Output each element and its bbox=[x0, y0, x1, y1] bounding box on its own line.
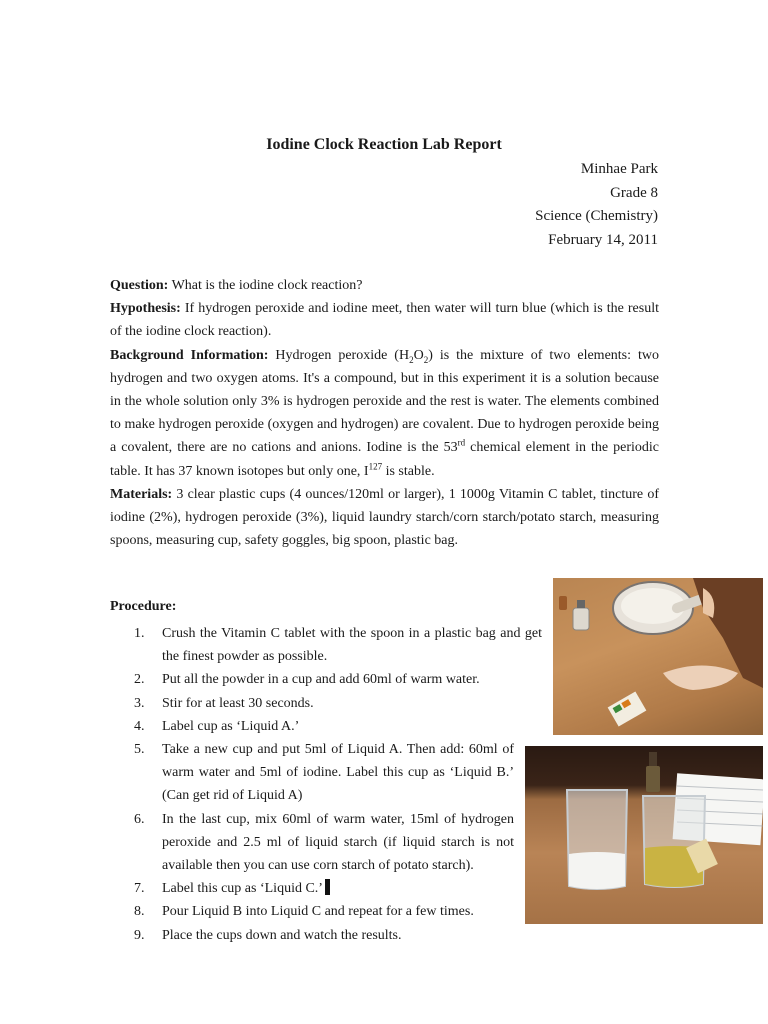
photo-crushing-tablet-illustration bbox=[553, 578, 763, 735]
list-item: 2. Put all the powder in a cup and add 60ml of warm water. bbox=[134, 672, 480, 688]
superscript-127: 127 bbox=[368, 460, 383, 471]
subscript-2b: 2 bbox=[423, 354, 429, 365]
background-text-c: ) is the mixture of two elements: two hydrogen and two oxygen atoms. It's a compound, but in this experiment it is a solution because in the whole solution only 3% is hydrogen peroxide and the rest is water. The elements combined to make hydrogen peroxide (oxygen and hydrogen) are covalent. Due to hydrogen peroxide being a covalent, there are no cations and anions. Iodine is the 53 bbox=[110, 347, 659, 456]
author-subject: Science (Chemistry) bbox=[535, 208, 658, 224]
report-date: February 14, 2011 bbox=[548, 231, 658, 248]
list-item: 4. Label cup as ‘Liquid A.’ bbox=[134, 718, 300, 734]
materials-paragraph bbox=[110, 483, 659, 553]
author-name: Minhae Park bbox=[580, 161, 658, 177]
list-item: 5. Take a new cup and put 5ml of Liquid A. Then add: 60ml of warm water and 5ml of iodine. Label this cup as ‘Liquid B.’ (Can get rid of Liquid A) bbox=[134, 742, 514, 804]
question-text: What is the iodine clock reaction? bbox=[168, 278, 363, 293]
procedure-heading: Procedure: bbox=[110, 599, 177, 614]
photo-beakers bbox=[525, 746, 763, 924]
list-item: 7. Label this cup as ‘Liquid C.’ bbox=[110, 877, 542, 900]
background-label: Background Information: bbox=[110, 347, 269, 363]
background-text-b: O bbox=[413, 347, 424, 363]
report-body bbox=[110, 274, 659, 552]
subscript-2a: 2 bbox=[409, 354, 414, 365]
list-item: 3. Stir for at least 30 seconds. bbox=[134, 695, 314, 711]
materials-text: 3 clear plastic cups (4 ounces/120ml or larger), 1 1000g Vitamin C tablet, tincture of iodine (2%), hydrogen peroxide (3%), liquid laundry starch/corn starch/potato starch, measuring spoons, measuring cup, safety goggles, big spoon, plastic bag. bbox=[110, 486, 659, 549]
photo-crushing-tablet bbox=[553, 578, 763, 735]
background-text-e: is stable. bbox=[382, 463, 435, 479]
page-title: Iodine Clock Reaction Lab Report bbox=[266, 136, 502, 153]
author-grade: Grade 8 bbox=[610, 184, 658, 201]
superscript-rd: rd bbox=[457, 437, 466, 448]
procedure-list bbox=[110, 622, 582, 947]
materials-label: Materials: bbox=[110, 486, 173, 502]
question-label: Question: bbox=[110, 278, 169, 293]
hypothesis-text: If hydrogen peroxide and iodine meet, then water will turn blue (which is the result of the iodine clock reaction). bbox=[110, 301, 659, 340]
hypothesis-paragraph bbox=[110, 297, 659, 343]
list-item: 8. Pour Liquid B into Liquid C and repeat for a few times. bbox=[134, 904, 474, 920]
photo-beakers-illustration bbox=[525, 746, 763, 924]
hypothesis-label: Hypothesis: bbox=[110, 301, 181, 317]
background-text-a: Hydrogen peroxide (H bbox=[268, 347, 410, 363]
author-block bbox=[535, 158, 658, 252]
question-paragraph bbox=[110, 274, 659, 297]
background-text-d: chemical element in the periodic table. It has 37 known isotopes but only one, I bbox=[110, 440, 659, 479]
background-paragraph bbox=[110, 344, 659, 483]
list-item: 1. Crush the Vitamin C tablet with the spoon in a plastic bag and get the finest powder as possible. bbox=[134, 626, 542, 665]
text-cursor bbox=[325, 879, 330, 895]
list-item: 9. Place the cups down and watch the results. bbox=[134, 927, 402, 943]
list-item: 6. In the last cup, mix 60ml of warm water, 15ml of hydrogen peroxide and 2.5 ml of liquid starch (if liquid starch is not available then you can use corn starch of potato starch). bbox=[134, 811, 514, 874]
